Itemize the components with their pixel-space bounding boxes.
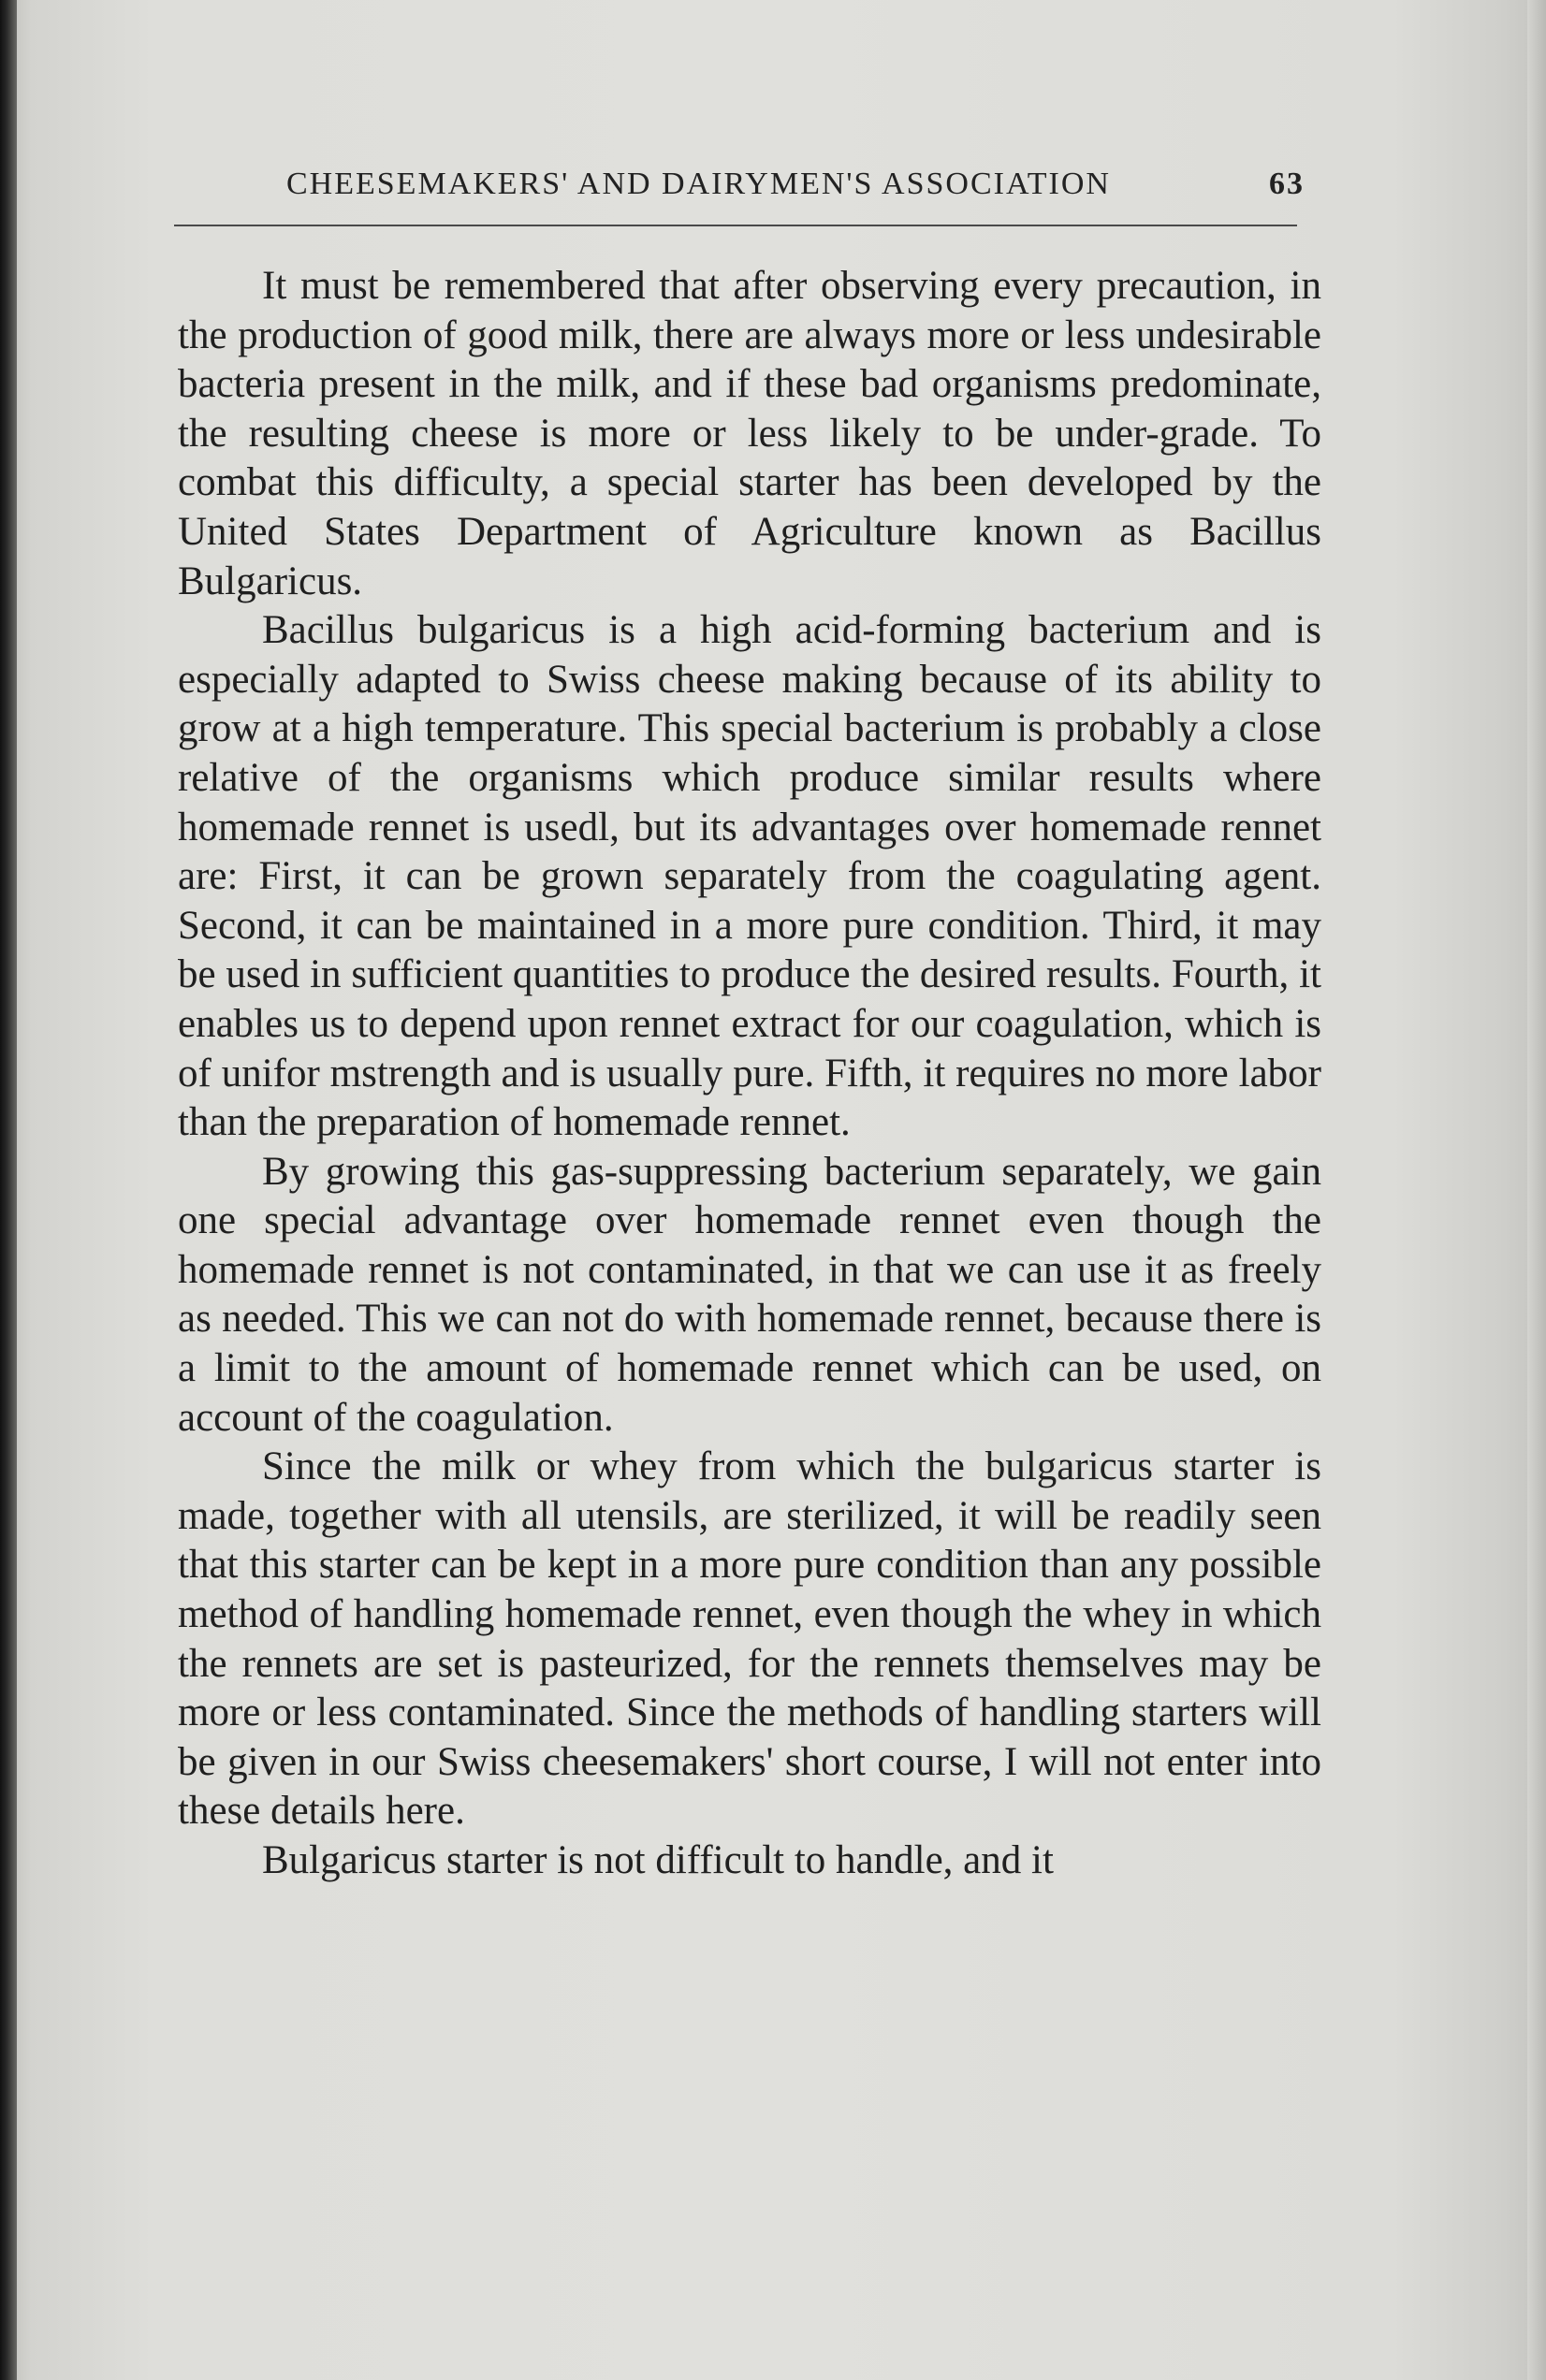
page-number: 63 bbox=[1269, 167, 1305, 201]
paragraph-sterilized-starter: Since the milk or whey from which the bulgaricus starter is made, together with all utensils, are sterilized, it will be readily seen that this starter can be kept in a more pure condition than any possible method of handling homemade rennet, even though the whey in which the rennets are set is pasteurized, for the rennets themselves may be more or less contaminated. Since the methods of handling starters will be given in our Swiss cheesemakers' short course, I will not enter into these details here. bbox=[178, 1444, 1321, 1834]
page-content bbox=[174, 150, 1335, 2208]
page-right-edge bbox=[1527, 0, 1546, 2380]
running-header bbox=[174, 157, 1335, 210]
book-binding-edge bbox=[0, 0, 17, 2380]
header-rule bbox=[174, 225, 1297, 226]
running-title: CHEESEMAKERS' AND DAIRYMEN'S ASSOCIATION bbox=[286, 167, 1111, 201]
paragraph-separate-growth: By growing this gas-suppressing bacterium separately, we gain one special advantage over homemade rennet even though the homemade rennet is not contaminated, in that we can use it as freely as needed. This we can not do with homemade rennet, because there is a limit to the amount of homemade rennet which can be used, on account of the coagulation. bbox=[178, 1149, 1321, 1440]
paragraph-handling-continuation: Bulgaricus starter is not difficult to handle, and it bbox=[262, 1838, 1054, 1882]
body-text bbox=[178, 262, 1321, 1886]
paragraph-starter-introduction: It must be remembered that after observing every precaution, in the production of good milk, there are always more or less undesirable bacteria present in the milk, and if these bad organisms predominate, the resulting cheese is more or less likely to be under-grade. To combat this difficulty, a special starter has been developed by the United States Department of Agriculture known as Bacillus Bulgaricus. bbox=[178, 264, 1321, 603]
paragraph-bulgaricus-advantages: Bacillus bulgaricus is a high acid-forming bacterium and is especially adapted to Swiss cheese making because of its ability to grow at a high temperature. This special bacterium is probably a close relative of the organisms which produce similar results where homemade rennet is usedl, but its advantages over homemade rennet are: First, it can be grown separately from the coagulating agent. Second, it can be maintained in a more pure condition. Third, it may be used in sufficient quantities to produce the desired results. Fourth, it enables us to depend upon rennet extract for our coagulation, which is of unifor mstrength and is usually pure. Fifth, it requires no more labor than the preparation of homemade rennet. bbox=[178, 608, 1321, 1145]
